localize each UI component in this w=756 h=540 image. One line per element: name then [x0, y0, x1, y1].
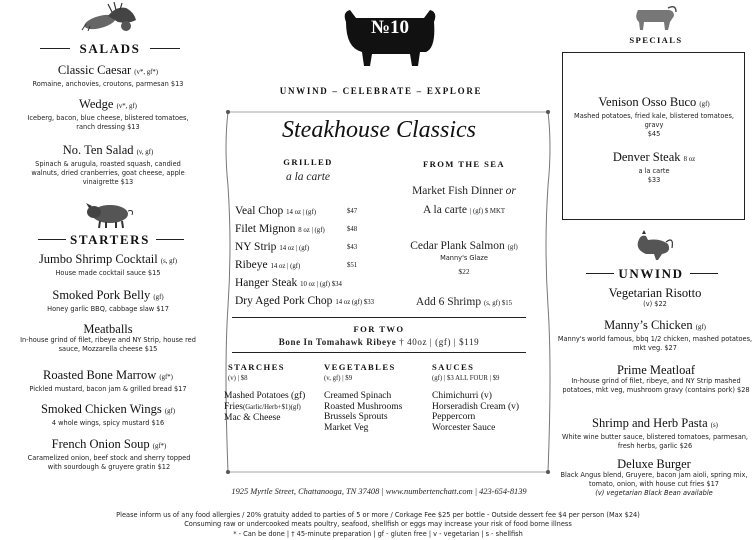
grill-item	[235, 221, 415, 239]
item-desc: In-house grind of filet, ribeye, and NY Strip mashed potatoes, mkt veg, mushroom gravy (contains pork) $28	[562, 377, 750, 394]
grilled-subheading: a la carte	[285, 171, 331, 183]
menu-item-bone-marrow	[4, 368, 212, 394]
grill-detail: 10 oz | (gf) $34	[300, 281, 342, 288]
sauces-list	[432, 391, 550, 433]
item-name: Vegetarian Risotto	[608, 286, 702, 300]
a-la-carte-fish	[396, 204, 532, 216]
cedar-marks: (gf)	[507, 244, 518, 251]
special-denver-steak	[570, 150, 738, 185]
for-two-heading: FOR TWO	[353, 324, 405, 334]
grill-price: $51	[347, 262, 358, 269]
side-item: Horseradish Cream (v)	[432, 401, 520, 412]
item-marks: (s)	[710, 422, 718, 429]
fish-line1: Market Fish Dinner	[412, 185, 503, 197]
item-desc: Caramelized onion, beef stock and sherry topped with sourdough & gruyere gratin $12	[27, 454, 191, 471]
side-item: Fries(Garlic/Herb+$1)(gf)	[224, 401, 301, 412]
footer-notes	[20, 511, 736, 539]
rule	[690, 273, 718, 274]
tomahawk-name: Bone In Tomahawk Ribeye	[278, 337, 397, 347]
fish-or: or	[505, 185, 516, 197]
grill-name: Hanger Steak	[235, 277, 298, 289]
grill-price: $47	[347, 208, 358, 215]
item-name: Deluxe Burger	[617, 457, 691, 471]
grill-name: Ribeye	[235, 259, 268, 271]
footer-line: Consuming raw or undercooked meats poultry, seafood, shellfish or eggs may increase your risk of food borne illness	[184, 520, 572, 529]
item-marks: (gf)	[153, 294, 164, 301]
item-desc: White wine butter sauce, blistered tomatoes, parmesan, fresh herbs, garlic $26	[561, 433, 749, 450]
add-shrimp	[396, 296, 532, 308]
item-name: Roasted Bone Marrow	[43, 368, 157, 382]
specials-heading: SPECIALS	[629, 35, 683, 45]
item-marks: (gf*)	[152, 443, 167, 450]
item-name: French Onion Soup	[51, 437, 150, 451]
item-name: Meatballs	[83, 322, 133, 336]
shrimp-name: Add 6 Shrimp	[415, 296, 482, 308]
special-osso-buco	[570, 95, 738, 139]
grill-item	[235, 203, 415, 221]
cedar-name: Cedar Plank Salmon	[410, 240, 505, 252]
menu-item-no-ten-salad	[22, 143, 194, 187]
vegetables-illustration	[78, 2, 140, 32]
grill-item	[235, 293, 415, 311]
grill-detail: 14 oz | (gf)	[286, 209, 316, 216]
grill-detail: 14 oz | (gf)	[279, 245, 310, 252]
item-name: Manny’s Chicken	[604, 318, 693, 332]
rooster-illustration	[630, 230, 674, 262]
menu-item-burger	[554, 457, 754, 498]
item-name: Wedge	[79, 97, 114, 111]
menu-item-risotto	[560, 286, 750, 309]
rule	[38, 239, 66, 240]
market-fish	[396, 185, 532, 197]
item-desc: (v) $22	[643, 300, 667, 308]
menu-item-onion-soup	[24, 437, 194, 472]
cedar-price: $22	[458, 267, 470, 276]
item-name: No. Ten Salad	[62, 143, 134, 157]
vegetables-detail: (v, gf) | $9	[324, 375, 353, 382]
grill-detail: 8 oz | (gf)	[298, 227, 325, 234]
sauces-heading: SAUCES	[432, 362, 475, 372]
item-desc: Pickled mustard, bacon jam & grilled bread $17	[29, 385, 187, 393]
item-marks: (s, gf)	[160, 258, 178, 265]
item-name: Smoked Chicken Wings	[40, 402, 162, 416]
footer-line: Please inform us of any food allergies / 20% gratuity added to parties of 5 or more / Corkage Fee $25 per bottle - Outside dessert fee $4 per person (Max $24)	[116, 511, 640, 519]
item-marks: (gf)	[699, 101, 710, 108]
fish-line2: A la carte	[422, 204, 468, 216]
cedar-salmon	[396, 240, 532, 252]
grill-name: NY Strip	[235, 241, 277, 253]
cow-illustration	[630, 2, 678, 32]
divider	[232, 352, 526, 353]
item-desc: 4 whole wings, spicy mustard $16	[51, 419, 165, 427]
fish-detail: | (gf) $ MKT	[469, 208, 506, 215]
grilled-heading: GRILLED	[283, 157, 333, 167]
side-item: Market Veg	[324, 422, 369, 433]
grill-item	[235, 275, 415, 293]
side-item: Peppercorn	[432, 412, 476, 423]
grill-detail: 14 oz | (gf)	[270, 263, 301, 270]
grill-name: Dry Aged Pork Chop	[235, 295, 333, 307]
item-desc: In-house grind of filet, ribeye and NY Strip, house red sauce, Mozzarella cheese $15	[20, 336, 196, 353]
menu-item-jumbo-shrimp	[4, 252, 212, 278]
item-marks: (gf)	[164, 408, 176, 415]
side-item: Roasted Mushrooms	[324, 401, 403, 412]
menu-item-pork-belly	[4, 288, 212, 314]
item-marks: (v*, gf*)	[134, 69, 159, 76]
address-line: 1925 Myrtle Street, Chattanooga, TN 37408 | www.numbertenchatt.com | 423-654-8139	[231, 487, 527, 496]
item-name: Shrimp and Herb Pasta	[592, 416, 708, 430]
item-marks: (v*, gf)	[116, 103, 137, 110]
item-desc: House made cocktail sauce $15	[55, 269, 161, 277]
vegetables-heading: VEGETABLES	[324, 362, 396, 372]
sea-heading: FROM THE SEA	[422, 159, 506, 169]
starches-detail: (v) | $8	[228, 375, 248, 382]
item-name: Classic Caesar	[57, 63, 132, 77]
item-price: $45	[647, 130, 661, 138]
menu-item-mannys-chicken	[556, 318, 754, 353]
rule	[40, 48, 70, 49]
side-item: Creamed Spinach	[324, 391, 392, 401]
menu-item-shrimp-pasta	[560, 416, 750, 451]
item-name: Jumbo Shrimp Cocktail	[38, 252, 158, 266]
grill-item	[235, 257, 415, 275]
item-desc: a la carte	[638, 167, 670, 175]
item-desc: Manny's world famous, bbq 1/2 chicken, mashed potatoes, mkt veg. $27	[557, 335, 753, 352]
menu-item-meatloaf	[562, 363, 750, 395]
menu-item-chicken-wings	[4, 402, 212, 428]
pig-illustration	[84, 199, 136, 229]
item-name: Smoked Pork Belly	[52, 288, 151, 302]
item-marks: (v, gf)	[136, 149, 154, 156]
item-marks: (gf*)	[159, 374, 173, 381]
grill-price: $48	[347, 226, 358, 233]
menu-item-classic-caesar	[4, 63, 212, 89]
item-desc: Black Angus blend, Gruyere, bacon jam aioli, spring mix, tomato, onion, with house cut fries $17	[560, 471, 748, 488]
item-desc: Spinach & arugula, roasted squash, candied walnuts, dried cranberries, goat cheese, apple vinaigrette $13	[31, 160, 185, 186]
item-name: Prime Meatloaf	[616, 363, 696, 377]
cedar-glaze: Manny's Glaze	[440, 254, 488, 262]
item-name: Venison Osso Buco	[598, 95, 697, 109]
grill-name: Veal Chop	[235, 205, 284, 217]
grill-detail: 14 oz (gf) $33	[335, 299, 375, 306]
side-item: Chimichurri (v)	[432, 391, 492, 401]
item-desc: Iceberg, bacon, blue cheese, blistered tomatoes, ranch dressing $13	[27, 114, 189, 131]
grilled-list	[235, 203, 415, 311]
rule	[156, 239, 184, 240]
salads-heading: SALADS	[79, 41, 141, 56]
logo-badge: №10	[370, 17, 410, 38]
rule	[586, 273, 614, 274]
menu-item-wedge	[18, 97, 198, 132]
side-item: Brussels Sprouts	[324, 412, 388, 423]
item-name: Denver Steak	[612, 150, 681, 164]
tomahawk-line	[236, 337, 522, 347]
footer-line: * - Can be done | † 45-minute preparation | gf - gluten free | v - vegetarian | s - shellfish	[233, 529, 523, 538]
starches-list	[224, 391, 324, 424]
vegetables-list	[324, 391, 428, 433]
divider	[232, 317, 526, 318]
side-item: Worcester Sauce	[432, 422, 496, 433]
tomahawk-detail: † 40oz | (gf) | $119	[399, 337, 480, 347]
sauces-detail: (gf) | $3 ALL FOUR | $9	[432, 375, 500, 382]
burger-note: (v) vegetarian Black Bean available	[595, 489, 713, 497]
page-title: Steakhouse Classics	[282, 117, 476, 143]
grill-item	[235, 239, 415, 257]
shrimp-detail: (s, gf) $15	[483, 300, 513, 307]
rule	[150, 48, 180, 49]
item-marks: (gf)	[695, 324, 706, 331]
grill-name: Filet Mignon	[235, 223, 296, 235]
side-item: Mashed Potatoes (gf)	[224, 391, 306, 401]
unwind-heading: UNWIND	[618, 266, 684, 281]
grill-price: $43	[347, 244, 358, 251]
item-desc: Honey garlic BBQ, cabbage slaw $17	[47, 305, 169, 313]
starches-heading: STARCHES	[228, 362, 285, 372]
menu-item-meatballs	[18, 322, 198, 354]
side-item: Mac & Cheese	[224, 413, 281, 424]
item-desc: Mashed potatoes, fried kale, blistered tomatoes, gravy	[574, 112, 734, 129]
item-desc: Romaine, anchovies, croutons, parmesan $13	[32, 80, 184, 88]
tagline: UNWIND – CELEBRATE – EXPLORE	[279, 86, 483, 96]
starters-heading: STARTERS	[69, 232, 150, 247]
item-marks: 8 oz	[683, 156, 696, 163]
item-price: $33	[647, 176, 661, 184]
